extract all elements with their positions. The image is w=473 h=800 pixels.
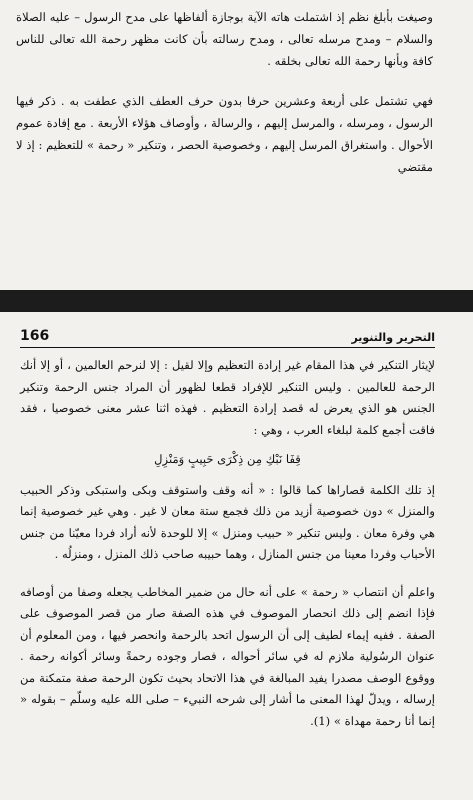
page-number: 166 (20, 328, 50, 344)
bottom-paragraph-3: واعلم أن انتصاب « رحمة » على أنه حال من ضمير المخاطب يجعله وصفا من أوصافه فإذا انضم إلى ذلك انحصار الموصوف في هذه الصفة صار من قصر الموصوف على الصفة . ففيه إيماء لطيف إلى أن الرسول اتحد بالرحمة وانحصر فيها ، ومن المعلوم أن عنوان الرسُولية ملازم له في سائر أحواله ، فصار وجوده رحمةً وسائر أكوانه رحمة . ووقوع الوصف مصدرا يفيد المبالغة في هذا الاتحاد بحيث تكون الرحمة صفة متمكنة من إرساله ، ويدلّ لهذا المعنى ما أشار إلى شرحه النبيء – صلى الله عليه وسلّم – بقوله « إنما أنا رحمة مهداة » (1). (20, 584, 435, 728)
bottom-paragraph-2: إذ تلك الكلمة قصاراها كما قالوا : « أنه وقف واستوقف وبكى واستبكى وذكر الحبيب والمنزل » دون خصوصية أزيد من ذلك فجمع ستة معان لا غير . وهي غير خصوصية إنما هي وفرة معان . وليس تنكير « حبيب ومنزل » إلا للوحدة لأنه أراد فردا معيّنا من جنس الأحباب وفردا معينا من جنس المنازل ، وهما حبيبه صاحب ذلك المنزل ، ومنزلُه . (20, 482, 435, 561)
poetry-verse: قِفَا نَبْكِ مِن ذِكْرَى حَبِيبٍ وَمَنْزِلِ (154, 452, 301, 466)
bottom-paragraph-1: لإيثار التنكير في هذا المقام غير إرادة التعظيم وإلا لقيل : إلا لنرحم العالمين ، أو إلا أنك الرحمة للعالمين . وليس التنكير للإفراد قطعا لظهور أن المراد جنس الرحمة وتنكير الجنس هو الذي يعرض له قصد إرادة التعظيم . فهذه اثنا عشر معنى خصوصيا ، فقد فاقت أجمع كلمة لبلغاء العرب ، وهي : (20, 358, 435, 437)
top-paragraph-1: وصيغت بأبلغ نظم إذ اشتملت هاته الآية بوجازة ألفاظها على مدح الرسول – عليه الصلاة والسلام – ومدح مرسله تعالى ، ومدح رسالته بأن كانت مظهر رحمة الله تعالى للناس كافة وبأنها رحمة الله تعالى بخلقه . (16, 10, 433, 68)
bottom-page (0, 312, 473, 800)
page-header (20, 328, 435, 348)
top-paragraph-2: فهي تشتمل على أربعة وعشرين حرفا بدون حرف العطف الذي عطفت به . ذكر فيها الرسول ، ومرسله ، والمرسل إليهم ، والرسالة ، وأوصاف هؤلاء الأربعة . مع إفادة عموم الأحوال . واستغراق المرسل إليهم ، وخصوصية الحصر ، وتنكير « رحمة » للتعظيم : إذ لا مقتضي (16, 94, 433, 174)
book-title: التحرير والتنوير (351, 331, 435, 344)
top-page (0, 0, 473, 290)
